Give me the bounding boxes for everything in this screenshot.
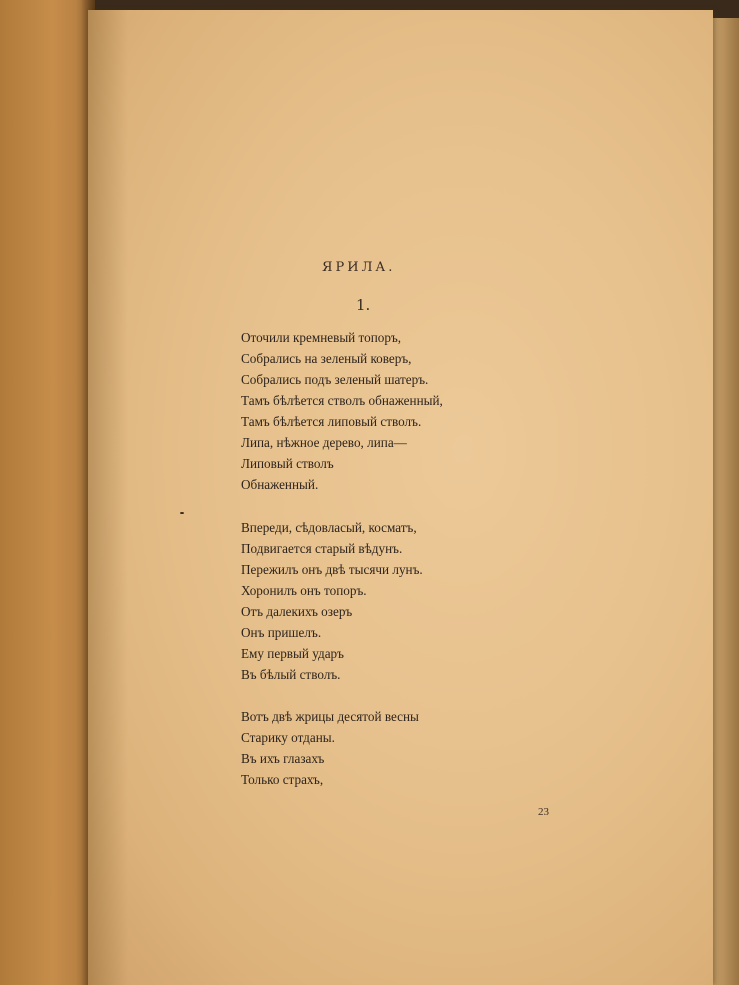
poem-title: ЯРИЛА. (322, 260, 396, 275)
stanza-1 (241, 327, 443, 495)
poem-line: Въ бѣлый стволъ. (241, 667, 341, 682)
poem-line: Хоронилъ онъ топоръ. (241, 583, 367, 598)
poem-line: Тамъ бѣлѣется липовый стволъ. (241, 414, 422, 429)
poem-line: Впереди, сѣдовласый, косматъ, (241, 520, 417, 535)
poem-line: Обнаженный. (241, 477, 319, 492)
poem-line: Отъ далекихъ озеръ (241, 604, 353, 619)
poem-line: Пережилъ онъ двѣ тысячи лунъ. (241, 562, 423, 577)
poem-line: Липовый стволъ (241, 456, 334, 471)
poem-line: Подвигается старый вѣдунъ. (241, 541, 403, 556)
poem-line: Оточили кремневый топоръ, (241, 330, 402, 345)
left-page-edge (0, 0, 95, 985)
poem-line: Тамъ бѣлѣется стволъ обнаженный, (241, 393, 443, 408)
page-number: 23 (538, 806, 549, 818)
poem-line: Собрались подъ зеленый шатеръ. (241, 372, 429, 387)
poem-line: Въ ихъ глазахъ (241, 751, 325, 766)
section-number: 1. (356, 296, 371, 314)
stanza-2 (241, 517, 423, 685)
poem-line: Только страхъ, (241, 772, 324, 787)
poem-line: Вотъ двѣ жрицы десятой весны (241, 709, 419, 724)
poem-line: Старику отданы. (241, 730, 335, 745)
poem-line: Ему первый ударъ (241, 646, 344, 661)
poem-line: Липа, нѣжное дерево, липа— (241, 435, 407, 450)
stanza-3 (241, 706, 419, 790)
ink-speck (180, 512, 184, 514)
poem-line: Собрались на зеленый коверъ, (241, 351, 412, 366)
poem-line: Онъ пришелъ. (241, 625, 322, 640)
book-page (88, 10, 713, 985)
